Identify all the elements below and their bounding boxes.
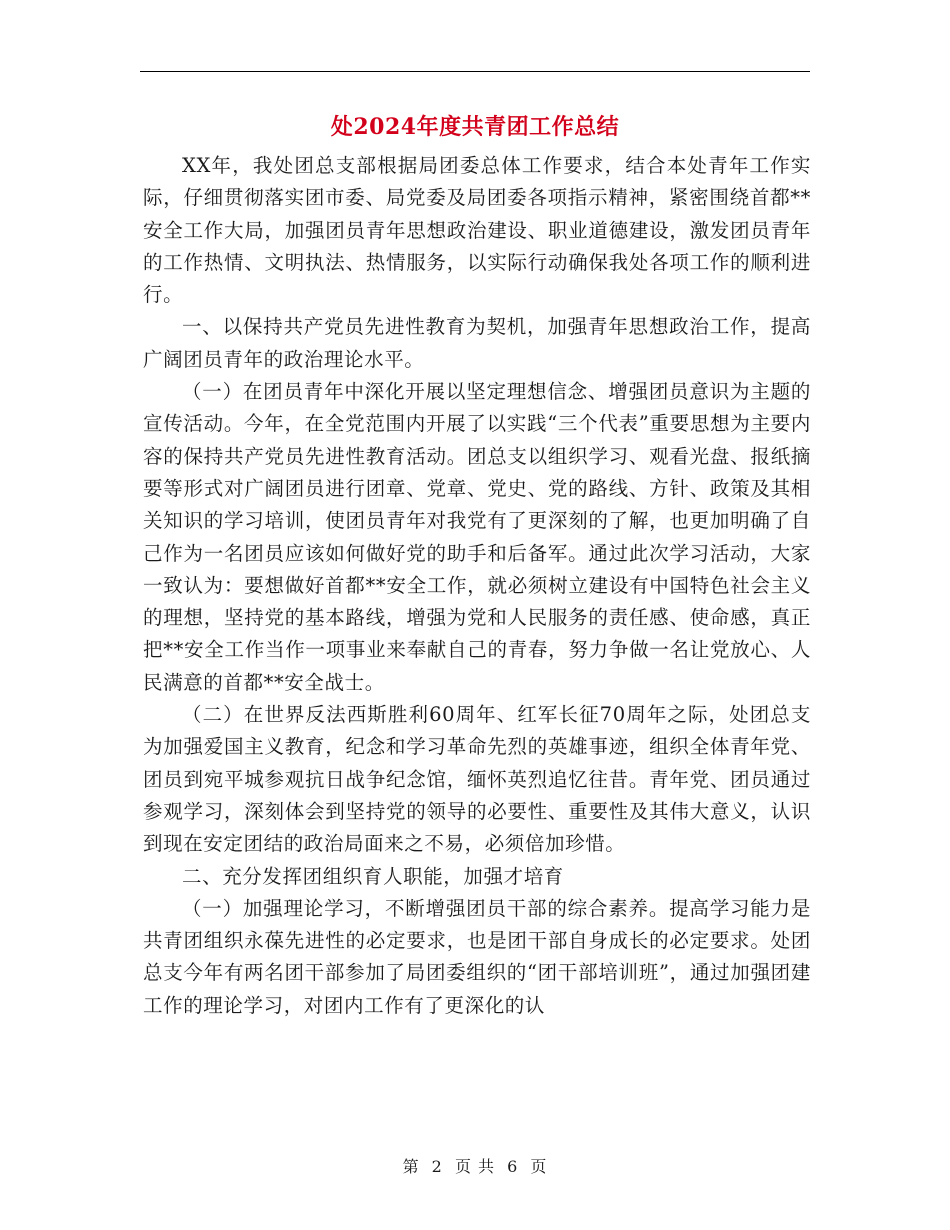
paragraph-section-1-item-1: （一）在团员青年中深化开展以坚定理想信念、增强团员意识为主题的宣传活动。今年，在全党范围内开展了以实践“三个代表”重要思想为主要内容的保持共产党员先进性教育活动。团总支以组织学习、观看光盘、报纸摘要等形式对广阔团员进行团章、党章、党史、党的路线、方针、政策及其相关知识的学习培训，使团员青年对我党有了更深刻的了解，也更加明确了自己作为一名团员应该如何做好党的助手和后备军。通过此次学习活动，大家一致认为：要想做好首都**安全工作，就必须树立建设有中国特色社会主义的理想，坚持党的基本路线，增强为党和人民服务的责任感、使命感，真正把**安全工作当作一项事业来奉献自己的青春，努力争做一名让党放心、人民满意的首都**安全战士。 [143,380,811,694]
paragraph-section-2-heading: 二、充分发挥团组织育人职能，加强才培育 [182,864,564,888]
paragraph-section-2-item-1: （一）加强理论学习，不断增强团员干部的综合素养。提高学习能力是共青团组织永葆先进性的必定要求，也是团干部自身成长的必定要求。处团总支今年有两名团干部参加了局团委组织的“团干部培训班”，通过加强团建工作的理论学习，对团内工作有了更深化的认 [143,896,811,1017]
header-rule [140,71,810,72]
page-footer [140,1154,810,1177]
paragraph-section-1-heading: 一、以保持共产党员先进性教育为契机，加强青年思想政治工作，提高广阔团员青年的政治理论水平。 [143,315,811,371]
footer-middle: 页 共 [454,1157,496,1176]
paragraph-intro: XX年，我处团总支部根据局团委总体工作要求，结合本处青年工作实际，仔细贯彻落实团市委、局党委及局团委各项指示精神，紧密围绕首都**安全工作大局，加强团员青年思想政治建设、职业道德建设，激发团员青年的工作热情、文明执法、热情服务，以实际行动确保我处各项工作的顺利进行。 [143,154,811,307]
total-page-count: 6 [507,1157,519,1176]
document-title: 处2024年度共青团工作总结 [330,114,620,140]
document-body [143,150,811,1022]
current-page-number: 2 [431,1157,443,1176]
paragraph-section-1-item-2: （二）在世界反法西斯胜利60周年、红军长征70周年之际，处团总支为加强爱国主义教育，纪念和学习革命先烈的英雄事迹，组织全体青年党、团员到宛平城参观抗日战争纪念馆，缅怀英烈追忆往昔。青年党、团员通过参观学习，深刻体会到坚持党的领导的必要性、重要性及其伟大意义，认识到现在安定团结的政治局面来之不易，必须倍加珍惜。 [143,703,811,856]
footer-prefix: 第 [402,1157,420,1176]
footer-suffix: 页 [530,1157,548,1176]
